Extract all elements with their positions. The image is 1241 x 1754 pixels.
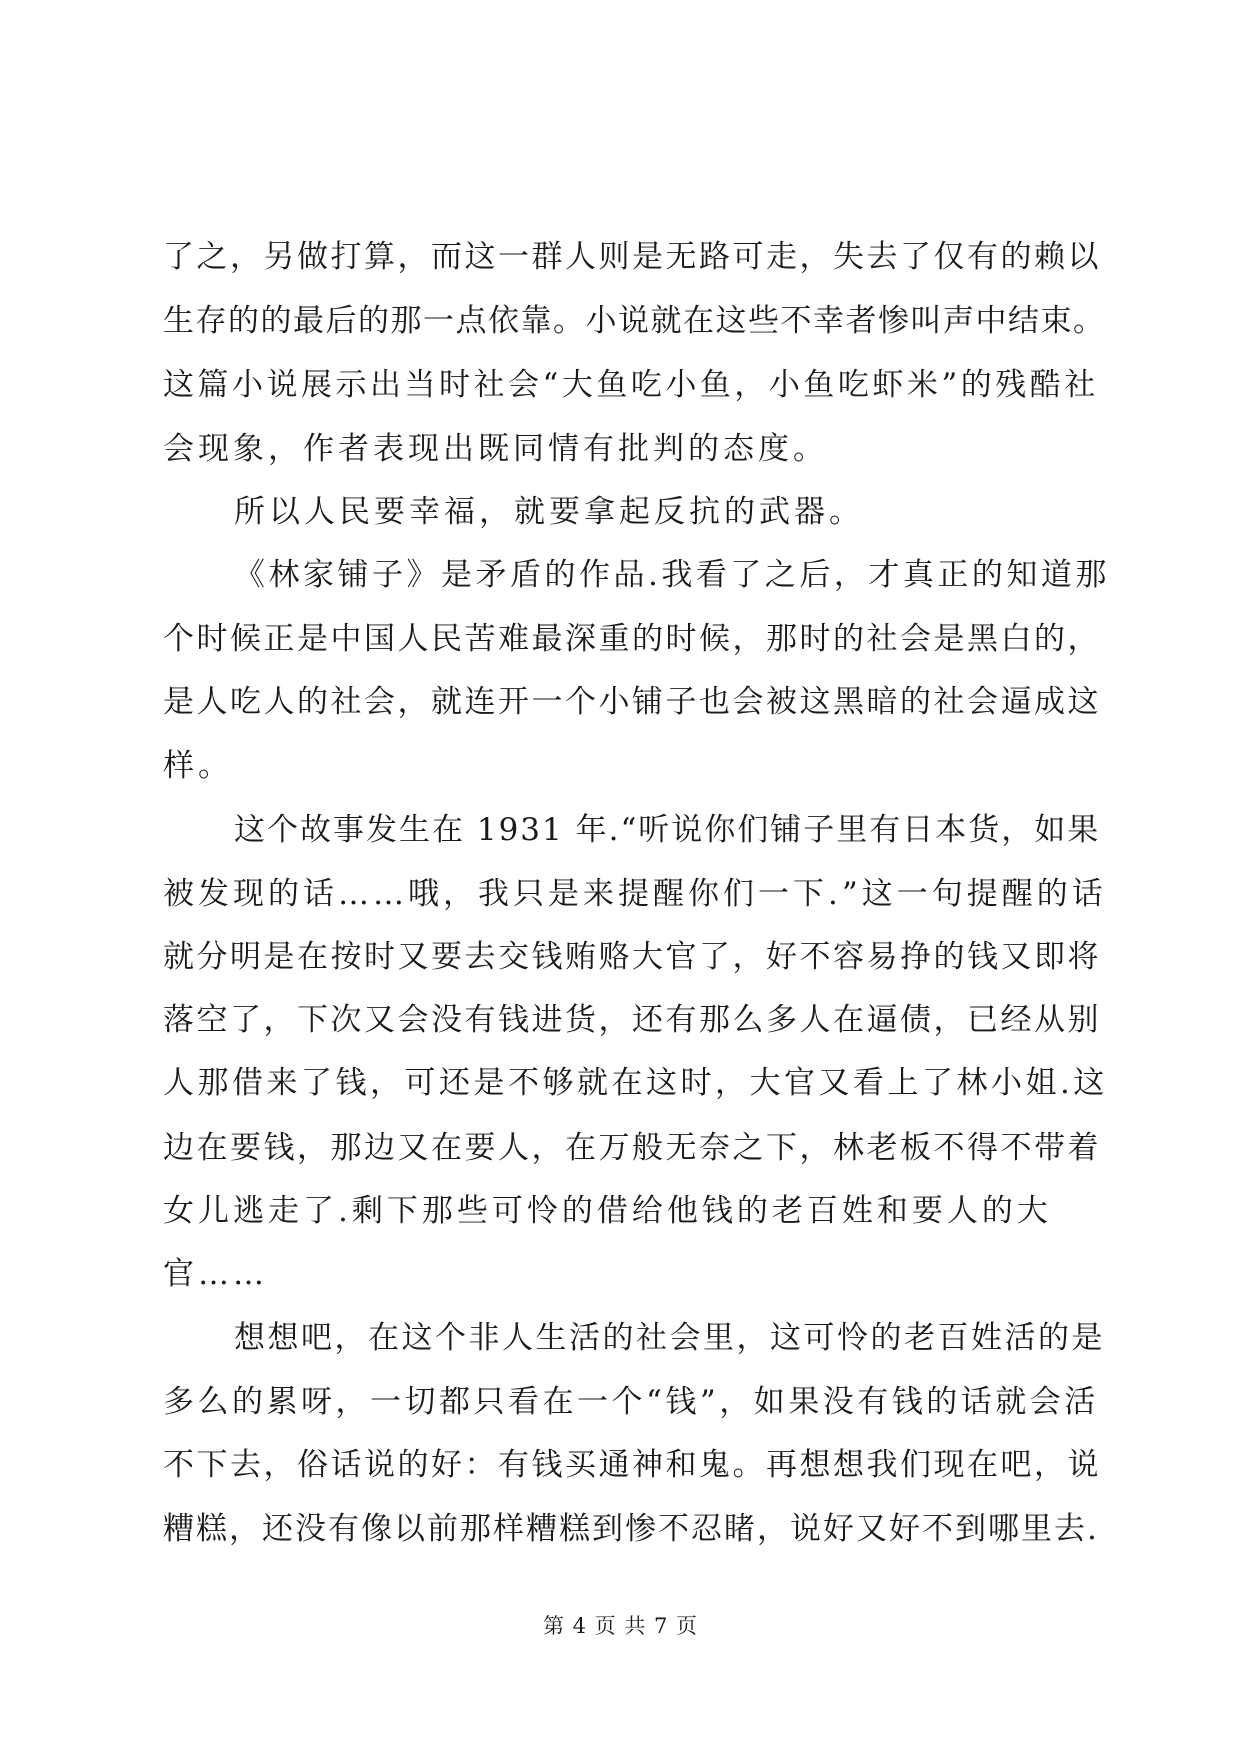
text-line: 落空了，下次又会没有钱进货，还有那么多人在逼债，已经从别 [163, 1002, 1101, 1038]
text-line: 个时候正是中国人民苦难最深重的时候，那时的社会是黑白的， [163, 621, 1101, 657]
text-line: 《林家铺子》是矛盾的作品.我看了之后，才真正的知道那 [234, 557, 1110, 593]
text-line: 了之，另做打算，而这一群人则是无路可走，失去了仅有的赖以 [163, 239, 1101, 275]
text-line: 这篇小说展示出当时社会“大鱼吃小鱼，小鱼吃虾米”的残酷社 [163, 367, 1099, 403]
text-line: 人那借来了钱，可还是不够就在这时，大官又看上了林小姐.这 [163, 1065, 1108, 1101]
text-line: 生存的的最后的那一点依靠。小说就在这些不幸者惨叫声中结束。 [163, 303, 1106, 339]
text-line: 会现象，作者表现出既同情有批判的态度。 [163, 431, 828, 467]
text-line: 不下去，俗话说的好：有钱买通神和鬼。再想想我们现在吧，说 [163, 1447, 1101, 1483]
text-line: 官…… [163, 1256, 268, 1292]
text-line: 被发现的话……哦，我只是来提醒你们一下.”这一句提醒的话 [163, 876, 1107, 912]
text-line: 所以人民要幸福，就要拿起反抗的武器。 [234, 494, 864, 530]
text-line: 糟糕，还没有像以前那样糟糕到惨不忍睹，说好又好不到哪里去. [163, 1511, 1099, 1547]
text-line: 样。 [163, 748, 233, 784]
text-line: 是人吃人的社会，就连开一个小铺子也会被这黑暗的社会逼成这 [163, 684, 1101, 720]
text-line: 多么的累呀，一切都只看在一个“钱”，如果没有钱的话就会活 [163, 1384, 1099, 1420]
text-line: 这个故事发生在 1931 年.“听说你们铺子里有日本货，如果 [234, 812, 1101, 848]
text-line: 女儿逃走了.剩下那些可怜的借给他钱的老百姓和要人的大 [163, 1193, 1052, 1229]
text-line: 就分明是在按时又要去交钱贿赂大官了，好不容易挣的钱又即将 [163, 939, 1101, 975]
page-number-footer: 第 4 页 共 7 页 [542, 1614, 699, 1638]
text-line: 边在要钱，那边又在要人，在万般无奈之下，林老板不得不带着 [163, 1130, 1101, 1166]
text-line: 想想吧，在这个非人生活的社会里，这可怜的老百姓活的是 [234, 1320, 1105, 1356]
